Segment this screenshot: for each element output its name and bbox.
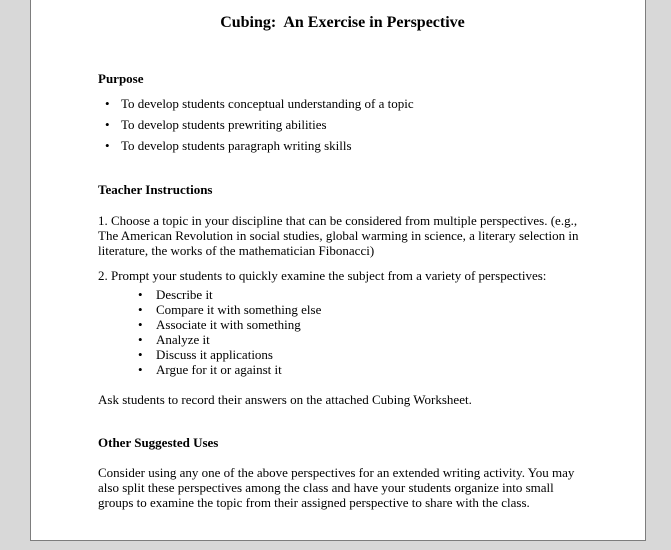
bullet-icon: • [105,117,110,132]
other-uses-paragraph: Consider using any one of the above perspectives for an extended writing activity. You may also split these perspectives among the class and have your students organize into small groups to examine the topic from their assigned perspective to share with the class. [98,465,575,510]
bullet-icon: • [138,347,143,362]
bullet-icon: • [138,287,143,302]
list-item [98,96,587,111]
list-item [98,332,587,347]
purpose-heading: Purpose [98,71,144,86]
teacher-instructions-closing: Ask students to record their answers on the attached Cubing Worksheet. [98,392,472,407]
list-item-text: Argue for it or against it [156,362,282,377]
perspectives-list [98,287,587,377]
list-item-text: To develop students paragraph writing skills [121,138,352,153]
other-uses-heading: Other Suggested Uses [98,435,219,450]
bullet-icon: • [138,302,143,317]
bullet-icon: • [138,317,143,332]
teacher-instructions-step2: 2. Prompt your students to quickly examine the subject from a variety of perspectives: [98,268,547,283]
list-item [98,302,587,317]
list-item-text: Compare it with something else [156,302,322,317]
bullet-icon: • [138,332,143,347]
list-item-text: Discuss it applications [156,347,273,362]
teacher-instructions-heading: Teacher Instructions [98,182,213,197]
list-item-text: To develop students conceptual understanding of a topic [121,96,414,111]
list-item-text: Associate it with something [156,317,301,332]
list-item [98,347,587,362]
teacher-instructions-step1: 1. Choose a topic in your discipline that can be considered from multiple perspectives. (e.g., The American Revolution in social studies, global warming in science, a literary selection in literature, the works of the mathematician Fibonacci) [98,213,579,258]
list-item-text: To develop students prewriting abilities [121,117,327,132]
list-item [98,287,587,302]
bullet-icon: • [105,96,110,111]
bullet-icon: • [138,362,143,377]
list-item-text: Describe it [156,287,213,302]
document-page [30,0,646,541]
list-item [98,138,587,153]
document-title: Cubing: An Exercise in Perspective [220,14,465,31]
list-item [98,362,587,377]
list-item-text: Analyze it [156,332,210,347]
purpose-list [98,96,587,153]
list-item [98,317,587,332]
bullet-icon: • [105,138,110,153]
page-content [31,0,645,510]
list-item [98,117,587,132]
